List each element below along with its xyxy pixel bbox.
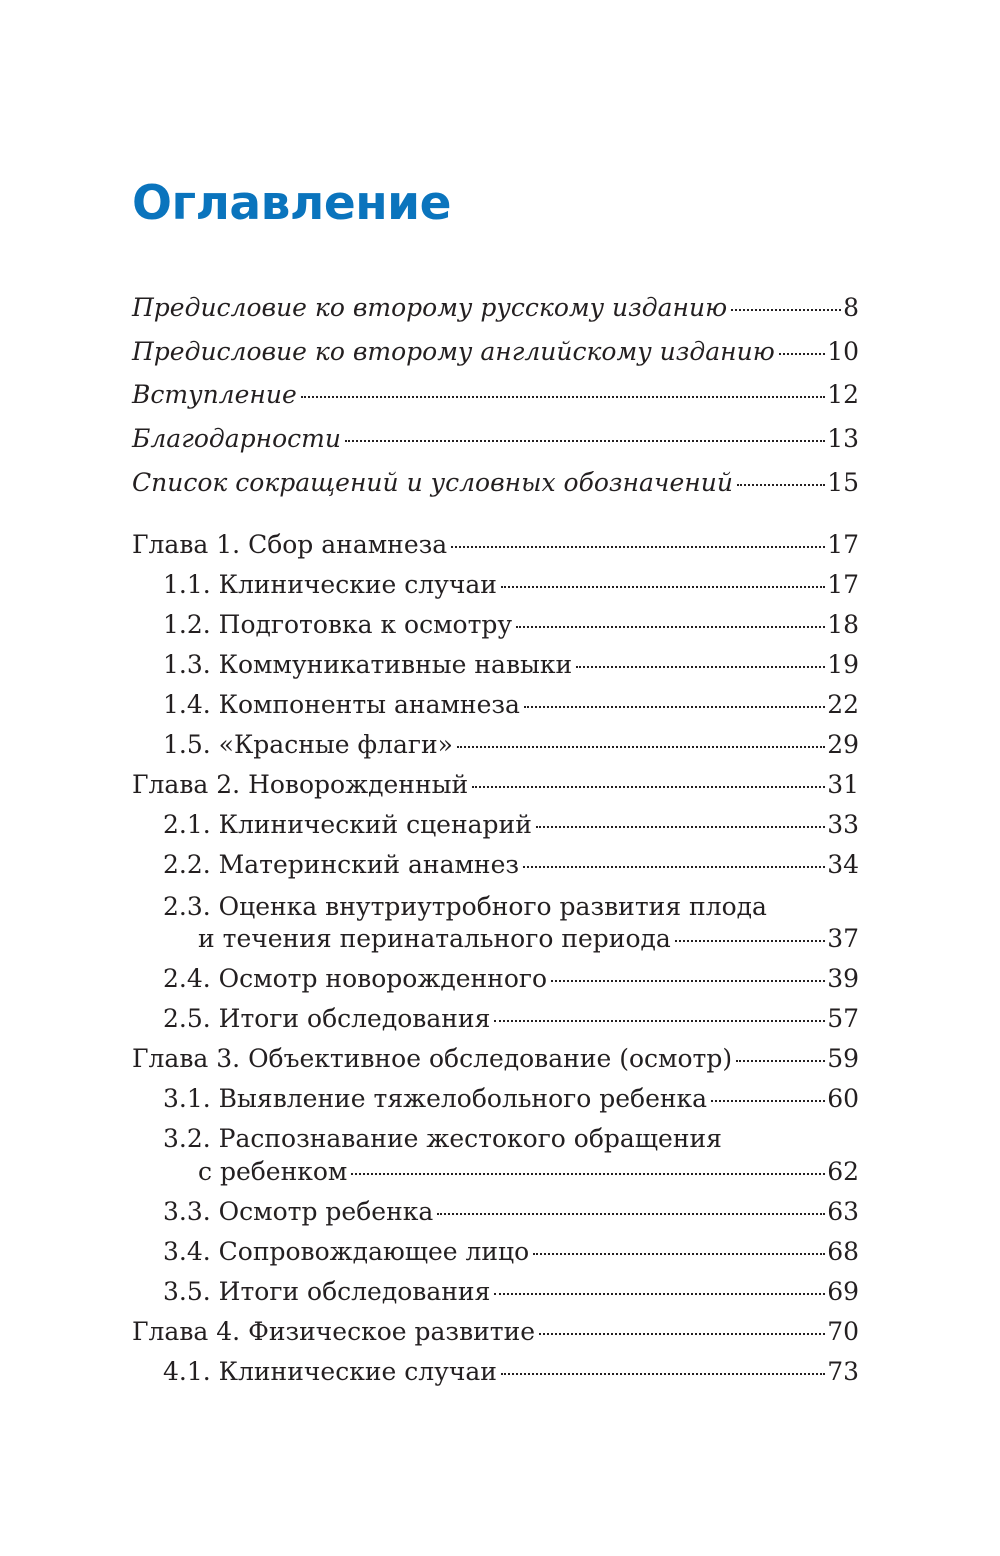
toc-section-title: 3.1. Выявление тяжелобольного ребенка — [163, 1084, 708, 1113]
toc-section-title: 1.2. Подготовка к осмотру — [163, 610, 513, 639]
toc-section-title: 4.1. Клинические случаи — [163, 1357, 497, 1386]
dot-leader — [737, 484, 825, 486]
toc-section[interactable] — [163, 847, 859, 883]
toc-entry-page: 17 — [827, 530, 859, 559]
toc-chapter-3[interactable] — [132, 1041, 859, 1077]
toc-entry-page: 34 — [827, 850, 859, 879]
toc-entry-front[interactable] — [132, 465, 859, 501]
dot-leader — [437, 1213, 825, 1215]
dot-leader — [736, 1060, 825, 1062]
toc-section[interactable] — [163, 687, 859, 723]
toc-section-title: 2.5. Итоги обследования — [163, 1004, 491, 1033]
dot-leader — [533, 1253, 825, 1255]
dot-leader — [675, 940, 825, 942]
toc-entry-page: 13 — [827, 424, 859, 453]
toc-section-title: 1.4. Компоненты анамнеза — [163, 690, 520, 719]
toc-chapter-2[interactable] — [132, 767, 859, 803]
toc-entry-page: 60 — [827, 1084, 859, 1113]
toc-entry-page: 10 — [827, 337, 859, 366]
toc-entry-front[interactable] — [132, 290, 859, 326]
toc-section-title[interactable]: 2.3. Оценка внутриутробного развития плода — [163, 892, 767, 921]
toc-entry-page: 63 — [827, 1197, 859, 1226]
toc-entry-page: 17 — [827, 570, 859, 599]
toc-entry-page: 62 — [827, 1157, 859, 1186]
dot-leader — [516, 626, 825, 628]
toc-section[interactable] — [163, 1081, 859, 1117]
dot-leader — [536, 826, 825, 828]
toc-entry-title: Благодарности — [132, 424, 341, 453]
dot-leader — [539, 1333, 825, 1335]
dot-leader — [524, 706, 825, 708]
toc-section[interactable] — [163, 647, 859, 683]
dot-leader — [523, 866, 825, 868]
toc-section-title-continued: с ребенком — [198, 1157, 348, 1186]
toc-section[interactable] — [163, 807, 859, 843]
toc-entry-front[interactable] — [132, 334, 859, 370]
toc-entry-page: 59 — [827, 1044, 859, 1073]
toc-section-title-continued: и течения перинатального периода — [198, 924, 671, 953]
dot-leader — [457, 746, 825, 748]
toc-section-title: 1.3. Коммуникативные навыки — [163, 650, 573, 679]
dot-leader — [494, 1020, 825, 1022]
toc-entry-page: 18 — [827, 610, 859, 639]
toc-entry-page: 29 — [827, 730, 859, 759]
toc-entry-page: 33 — [827, 810, 859, 839]
toc-section[interactable] — [163, 727, 859, 763]
dot-leader — [301, 396, 825, 398]
toc-section[interactable] — [163, 567, 859, 603]
toc-entry-title: Предисловие ко второму английскому изданию — [132, 337, 775, 366]
toc-entry-title: Список сокращений и условных обозначений — [132, 468, 733, 497]
toc-section-title: 2.4. Осмотр новорожденного — [163, 964, 548, 993]
dot-leader — [451, 546, 825, 548]
toc-entry-page: 31 — [827, 770, 859, 799]
dot-leader — [472, 786, 825, 788]
toc-chapter-1[interactable] — [132, 527, 859, 563]
dot-leader — [779, 353, 825, 355]
toc-entry-title: Вступление — [132, 380, 297, 409]
toc-entry-page: 15 — [827, 468, 859, 497]
toc-section[interactable] — [198, 1154, 859, 1190]
toc-section[interactable] — [163, 607, 859, 643]
toc-entry-page: 70 — [827, 1317, 859, 1346]
toc-chapter-title: Глава 2. Новорожденный — [132, 770, 469, 799]
toc-chapter-title: Глава 3. Объективное обследование (осмотр) — [132, 1044, 733, 1073]
toc-entry-page: 12 — [827, 380, 859, 409]
toc-chapter-4[interactable] — [132, 1314, 859, 1350]
toc-entry-page: 57 — [827, 1004, 859, 1033]
toc-section[interactable] — [163, 1001, 859, 1037]
toc-section-title[interactable]: 3.2. Распознавание жестокого обращения — [163, 1124, 722, 1153]
toc-entry-page: 69 — [827, 1277, 859, 1306]
toc-section[interactable] — [163, 1194, 859, 1230]
toc-section-title: 3.3. Осмотр ребенка — [163, 1197, 434, 1226]
toc-section[interactable] — [163, 1354, 859, 1390]
toc-entry-page: 19 — [827, 650, 859, 679]
toc-section-title: 1.1. Клинические случаи — [163, 570, 497, 599]
toc-entry-page: 39 — [827, 964, 859, 993]
toc-entry-front[interactable] — [132, 421, 859, 457]
toc-section[interactable] — [163, 961, 859, 997]
toc-entry-front[interactable] — [132, 377, 859, 413]
toc-entry-title: Предисловие ко второму русскому изданию — [132, 293, 728, 322]
dot-leader — [501, 586, 825, 588]
toc-section-title: 2.1. Клинический сценарий — [163, 810, 532, 839]
dot-leader — [576, 666, 825, 668]
toc-entry-page: 8 — [843, 293, 859, 322]
toc-section[interactable] — [163, 1234, 859, 1270]
toc-chapter-title: Глава 1. Сбор анамнеза — [132, 530, 448, 559]
dot-leader — [345, 440, 825, 442]
toc-entry-page: 37 — [827, 924, 859, 953]
dot-leader — [711, 1100, 825, 1102]
toc-chapter-title: Глава 4. Физическое развитие — [132, 1317, 536, 1346]
dot-leader — [351, 1173, 825, 1175]
dot-leader — [551, 980, 825, 982]
dot-leader — [731, 309, 841, 311]
toc-section[interactable] — [163, 1274, 859, 1310]
toc-section-title: 3.4. Сопровождающее лицо — [163, 1237, 530, 1266]
toc-entry-page: 73 — [827, 1357, 859, 1386]
toc-section[interactable] — [198, 921, 859, 957]
toc-entry-page: 68 — [827, 1237, 859, 1266]
toc-section-title: 2.2. Материнский анамнез — [163, 850, 520, 879]
dot-leader — [501, 1373, 825, 1375]
toc-section-title: 1.5. «Красные флаги» — [163, 730, 453, 759]
toc-section-title: 3.5. Итоги обследования — [163, 1277, 491, 1306]
page-title: Оглавление — [132, 176, 451, 231]
toc-entry-page: 22 — [827, 690, 859, 719]
dot-leader — [494, 1293, 825, 1295]
